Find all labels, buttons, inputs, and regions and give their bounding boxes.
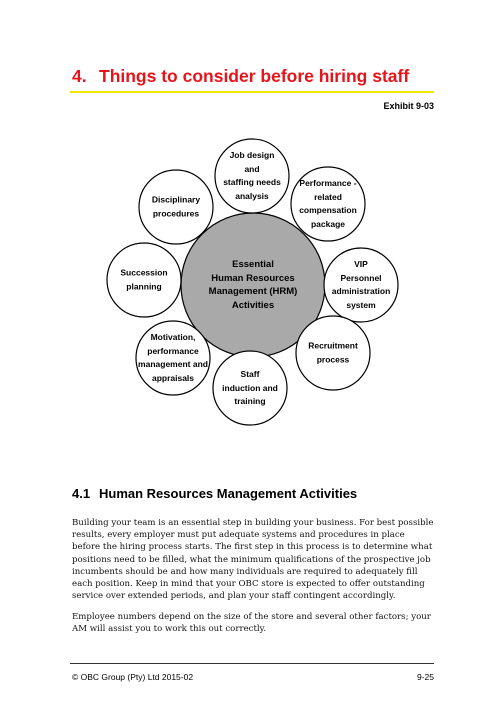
activity-label: Performance - related compensation package xyxy=(299,178,357,229)
body-paragraph: Employee numbers depend on the size of the store and several other factors; your AM will assist you to work this out correctly. xyxy=(72,612,431,635)
activity-label: Succession planning xyxy=(120,267,168,291)
center-label: Essential Human Resources Management (HRM) Activities xyxy=(208,259,298,311)
activity-label: Motivation, performance management and appraisals xyxy=(138,332,208,383)
activity-label: Disciplinary procedures xyxy=(151,194,201,218)
section-title: Things to consider before hiring staff xyxy=(99,66,410,86)
footer-divider xyxy=(70,663,434,664)
activity-label: VIP Personnel administration system xyxy=(331,259,391,310)
page-number: 9-25 xyxy=(416,672,434,682)
footer-copyright: © OBC Group (Pty) Ltd 2015-02 xyxy=(72,672,194,682)
subsection-title: Human Resources Management Activities xyxy=(99,486,358,501)
activity-label: Job design and staffing needs analysis xyxy=(223,150,281,201)
subsection-number: 4.1 xyxy=(72,486,91,501)
section-number: 4. xyxy=(72,66,87,86)
exhibit-label: Exhibit 9-03 xyxy=(383,101,434,111)
activity-label: Recruitment process xyxy=(308,340,358,364)
activity-label: Staff induction and training xyxy=(222,368,278,406)
body-paragraph: Building your team is an essential step in building your business. For best possible results, every employer must put adequate systems and procedures in place before the hiring process starts. The first step in this process is to determine what positions need to be filled, what the minimum qualifications of the prospective job incumbents should be and how many individuals are required to adequately fill each position. Keep in mind that your OBC store is expected to offer outstanding service over extended periods, and plan your staff contingent accordingly. xyxy=(72,518,434,602)
subsection-heading xyxy=(72,486,357,501)
